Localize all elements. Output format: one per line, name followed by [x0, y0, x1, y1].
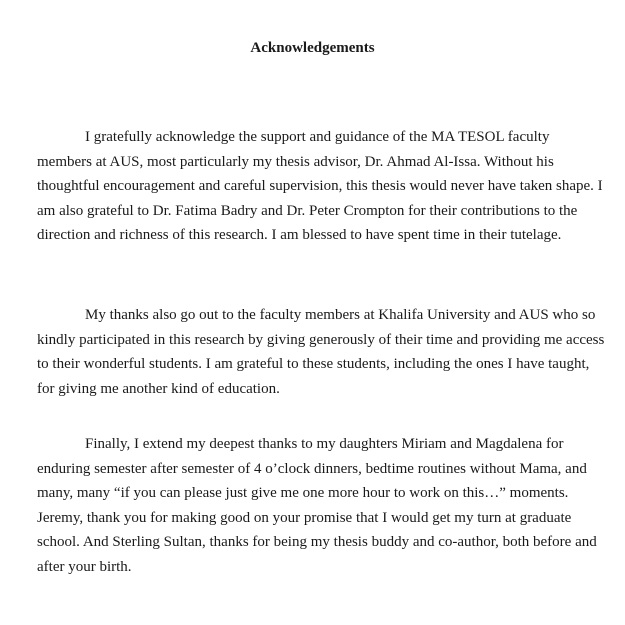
paragraph-participants — [37, 303, 605, 401]
paragraph-text: My thanks also go out to the faculty members at Khalifa University and AUS who so kindly participated in this research by giving generously of their time and providing me access to their wonderful students. I am grateful to these students, including the ones I have taught, for giving me another kind of education. — [37, 307, 605, 397]
paragraph-text: I gratefully acknowledge the support and guidance of the MA TESOL faculty members at AUS, most particularly my thesis advisor, Dr. Ahmad Al-Issa. Without his thoughtful encouragement and careful supervision, this thesis would never have taken shape. I am also grateful to Dr. Fatima Badry and Dr. Peter Crompton for their contributions to the direction and richness of this research. I am blessed to have spent time in their tutelage. — [37, 129, 603, 243]
paragraph-family — [37, 432, 605, 579]
paragraph-text: Finally, I extend my deepest thanks to my daughters Miriam and Magdalena for enduring semester after semester of 4 o’clock dinners, bedtime routines without Mama, and many, many “if you can please just give me one more hour to work on this…” moments. Jeremy, thank you for making good on your promise that I would get my turn at graduate school. And Sterling Sultan, thanks for being my thesis buddy and co-author, both before and after your birth. — [37, 436, 597, 575]
page-title: Acknowledgements — [250, 40, 375, 56]
paragraph-advisors — [37, 125, 605, 248]
